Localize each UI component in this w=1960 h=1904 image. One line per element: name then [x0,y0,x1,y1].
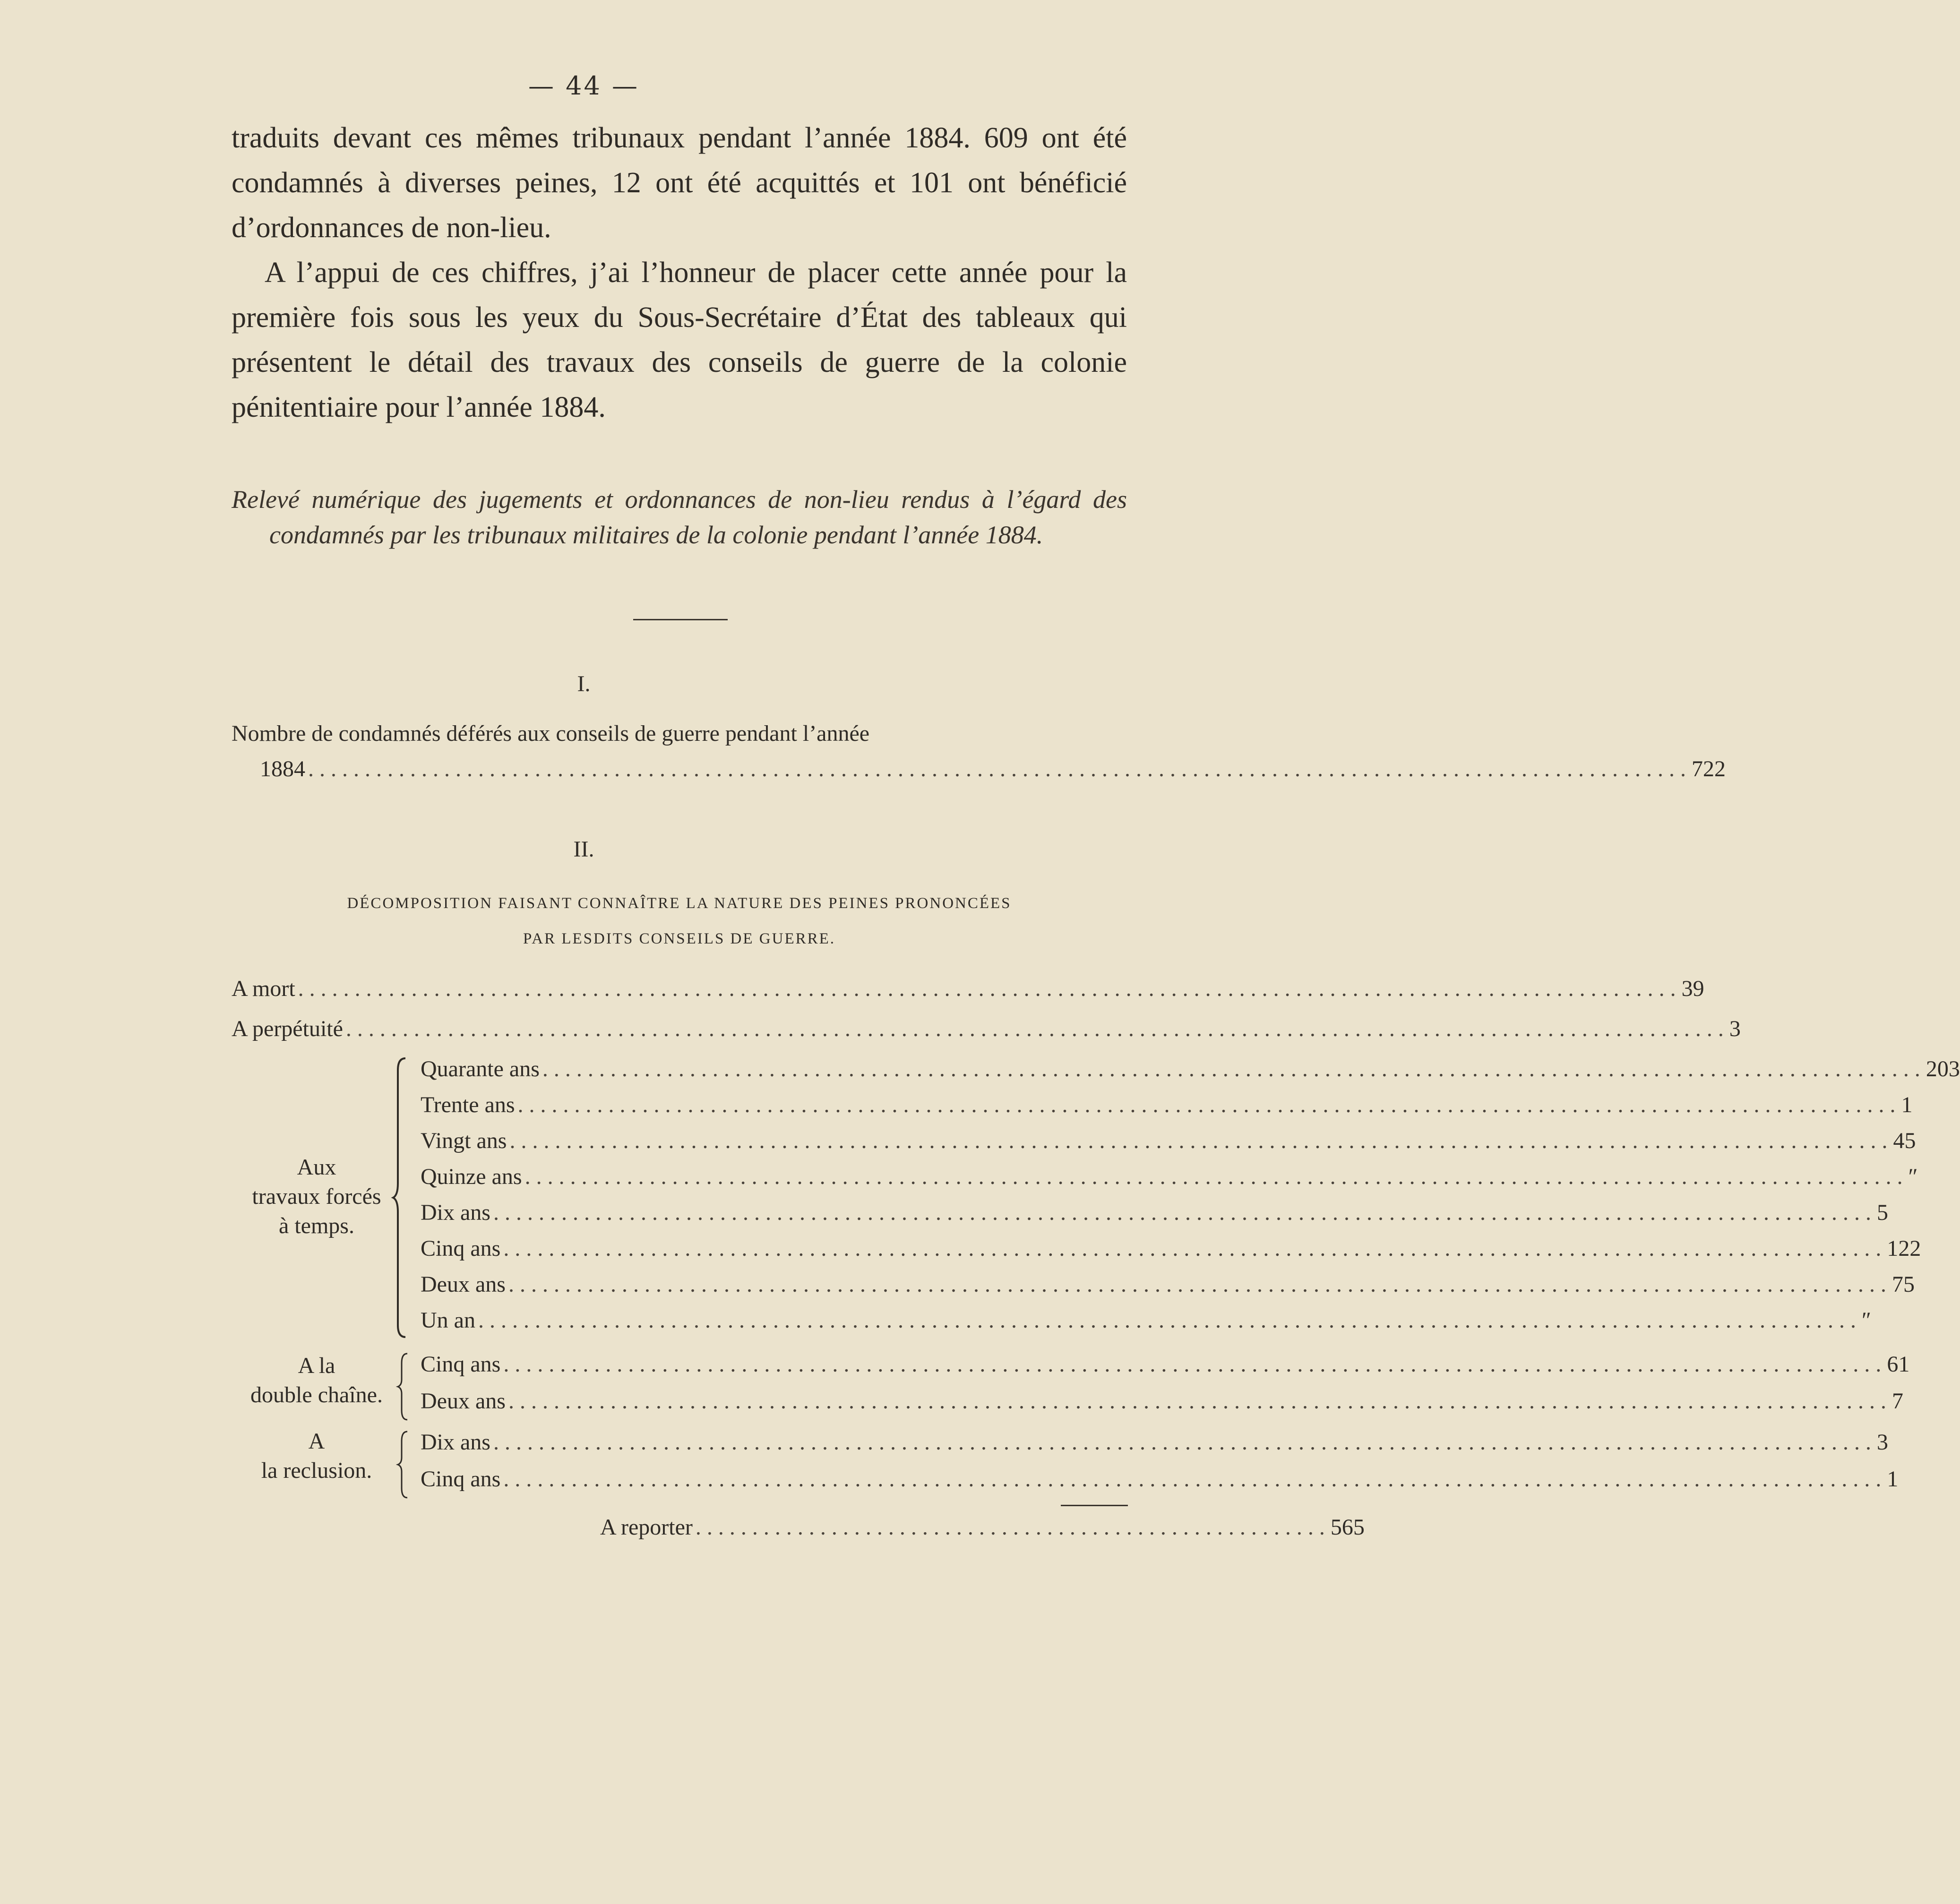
table-row [421,1271,1915,1297]
row-value: 3 [1876,1430,1888,1455]
table-row [421,1429,1888,1455]
row-label: Un an [421,1308,475,1333]
table-row [421,1466,1899,1492]
leader-dots: .......................................................................................................................... [508,1272,1892,1297]
leader-dots: .......................................................................................................................... [524,1164,1908,1189]
row-label: Cinq ans [421,1352,501,1377]
leader-dots: .......................................................................................................................... [478,1308,1862,1333]
row-value: ″ [1908,1164,1918,1189]
row-value: ″ [1861,1308,1871,1333]
row-label: Dix ans [421,1430,490,1455]
row-label: Dix ans [421,1200,490,1225]
row-value: 5 [1876,1200,1888,1225]
leader-dots: .......................................................................................................................... [493,1430,1877,1455]
table-row: A mort .......................................................................................................................... 39 [232,976,1704,1001]
row-label: Deux ans [421,1272,506,1297]
table-row [421,1164,1918,1190]
table-row [421,1307,1871,1333]
table-row [421,1092,1913,1118]
leader-dots: .......................................................................................................................... [508,1389,1892,1414]
total-row: A reporter ........................................................ 565 [600,1515,1365,1540]
row-label: Cinq ans [421,1467,501,1492]
section-1-label-line2: 1884 [260,756,305,781]
row-value: 122 [1887,1236,1921,1261]
table-caption: Relevé numérique des jugements et ordonnances de non-lieu rendus à l’égard des condamnés par les tribunaux militaires de la colonie pendant l’année 1884. [232,485,1127,549]
row-label: Trente ans [421,1092,515,1117]
row-value: 45 [1893,1128,1916,1153]
leader-dots: .......................................................................................................................... [308,756,1692,781]
table-row [421,1200,1888,1226]
row-value: 203 [1926,1056,1960,1081]
row-value: 7 [1891,1389,1903,1414]
leader-dots: .......................................................................................................................... [509,1128,1893,1153]
row-value: 1 [1887,1467,1899,1492]
page-number: — 44 — [528,71,640,101]
brace-reclusion [397,1429,411,1500]
table-row [421,1235,1921,1261]
total-label: A reporter [600,1515,693,1540]
table-row [421,1351,1910,1377]
row-label: Quinze ans [421,1164,522,1189]
section-2-heading-line2: PAR LESDITS CONSEILS DE GUERRE. [523,930,836,947]
group-label-chaine: A la double chaîne. [250,1353,383,1407]
group-label-travaux: Aux travaux forcés à temps. [252,1155,381,1238]
paragraph-1: traduits devant ces mêmes tribunaux pendant l’année 1884. 609 ont été condamnés à diverses peines, 12 ont été acquittés et 101 ont bénéficié d’ordonnances de non-lieu. [232,122,1127,244]
section-1-row [260,756,1726,782]
leader-dots: .......................................................................................................................... [503,1236,1887,1261]
row-value: 75 [1891,1272,1915,1297]
row-label: Deux ans [421,1389,506,1414]
section-2-heading-line1: DÉCOMPOSITION FAISANT CONNAÎTRE LA NATURE DES PEINES PRONONCÉES [347,895,1012,912]
leader-dots: .......................................................................................................................... [517,1092,1901,1117]
leader-dots: .......................................................................................................................... [493,1200,1877,1225]
section-1-label-line1: Nombre de condamnés déférés aux conseils de guerre pendant l’année [232,721,870,746]
section-2-numeral: II. [573,837,594,862]
row-label: Quarante ans [421,1056,540,1081]
leader-dots: .......................................................................................................................... [542,1056,1926,1081]
row-value: 1 [1901,1092,1913,1117]
total-rule [1061,1505,1128,1506]
table-row [421,1056,1960,1082]
section-1-numeral: I. [577,671,591,696]
group-label-reclusion: A la reclusion. [261,1429,372,1483]
table-row: A perpétuité .......................................................................................................................... 3 [232,1016,1741,1041]
row-label: Cinq ans [421,1236,501,1261]
paragraph-2: A l’appui de ces chiffres, j’ai l’honneur de placer cette année pour la première fois sous les yeux du Sous-Secrétaire d’État des tableaux qui présentent le détail des travaux des conseils de guerre de la colonie pénitentiaire pour l’année 1884. [232,257,1127,423]
brace-chaine [397,1351,411,1422]
separator-rule [633,619,728,620]
leader-dots: .......................................................................................................................... [503,1467,1887,1492]
table-row [421,1128,1916,1154]
table-row [421,1388,1903,1414]
body-text [232,116,1127,430]
brace-travaux [392,1056,411,1339]
leader-dots: .......................................................................................................................... [503,1352,1887,1377]
row-label: Vingt ans [421,1128,507,1153]
total-value: 565 [1330,1515,1365,1540]
section-1-value: 722 [1692,756,1726,781]
row-value: 61 [1887,1352,1910,1377]
